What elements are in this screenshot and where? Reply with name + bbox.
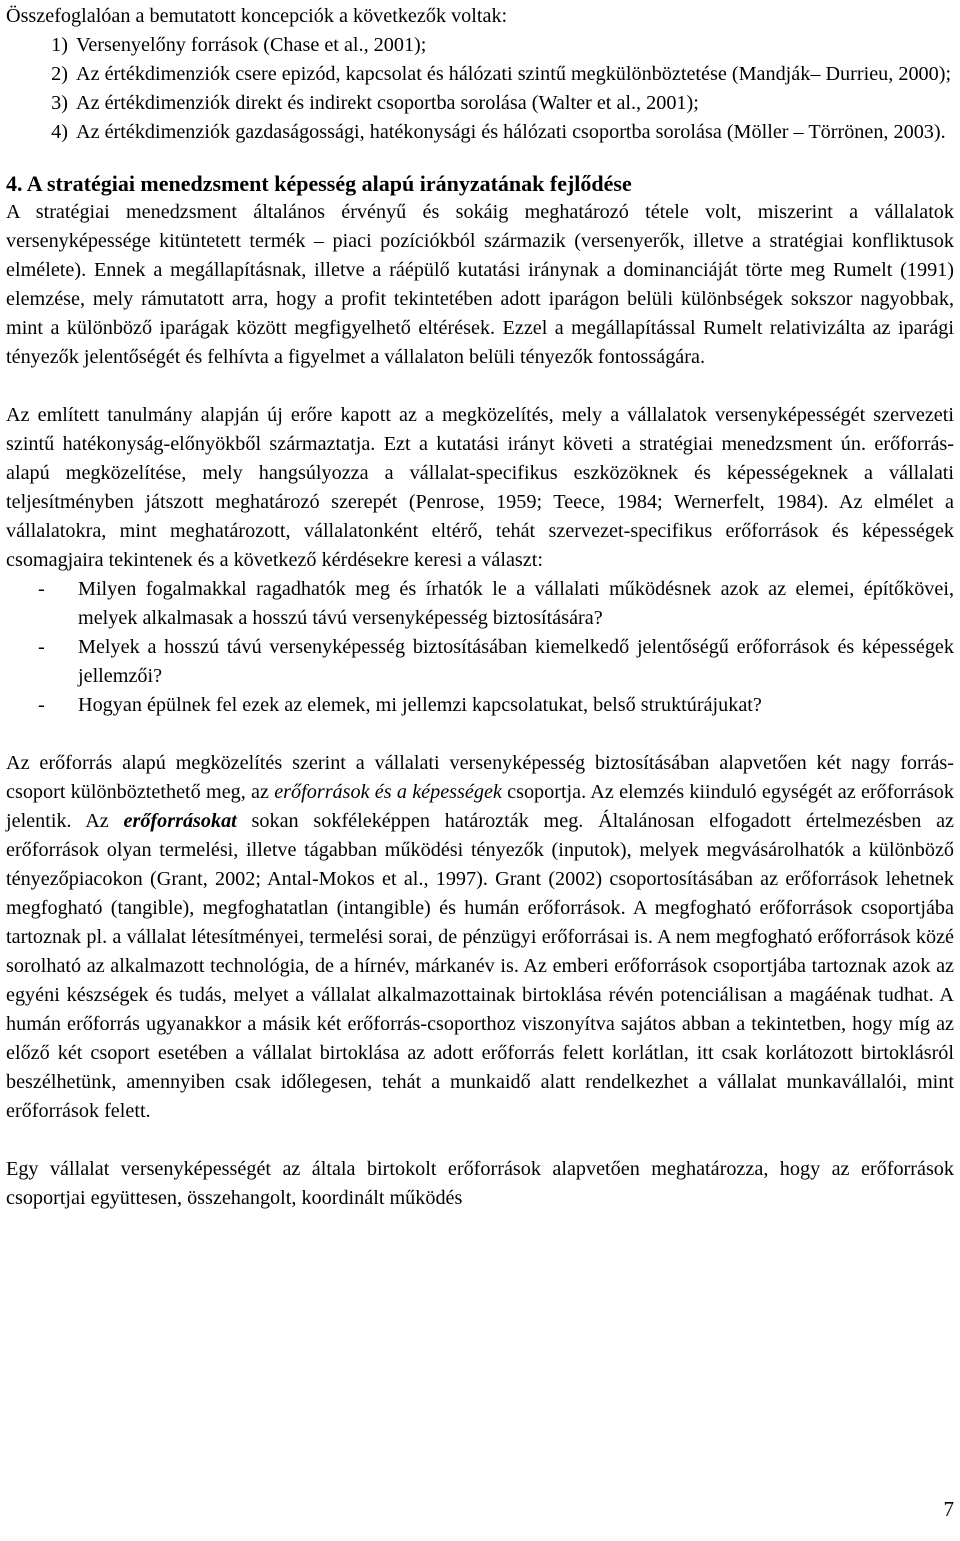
question-text: Hogyan épülnek fel ezek az elemek, mi jellemzi kapcsolatukat, belső struktúrájukat? — [78, 694, 762, 716]
paragraph-3 — [6, 749, 954, 1126]
list-text: Az értékdimenziók gazdaságossági, hatékonysági és hálózati csoportba sorolása (Möller – Törrönen, 2003). — [76, 121, 946, 143]
question-item — [6, 691, 954, 720]
spacer — [6, 372, 954, 401]
list-item — [6, 118, 954, 147]
page-number: 7 — [943, 1497, 954, 1521]
paragraph-2: Az említett tanulmány alapján új erőre kapott az a megközelítés, mely a vállalatok versenyképességét szervezeti szintű hatékonyság-előnyökből származtatja. Ezt a kutatási irányt követi a stratégiai menedzsment ún. erőforrás-alapú megközelítése, mely hangsúlyozza a vállalat-specifikus eszközöknek és képességeknek a vállalati teljesítményben játszott meghatározó szerepét (Penrose, 1959; Teece, 1984; Wernerfelt, 1984). Az elmélet a vállalatokra, mint meghatározott, vállalatonként eltérő, tehát szervezet-specifikus erőforrások és képességek csomagjaira tekintenek és a következő kérdésekre keresi a választ: — [6, 404, 954, 571]
dash-marker: - — [38, 578, 45, 600]
list-number: 1) — [51, 34, 68, 56]
list-item — [6, 60, 954, 89]
paragraph-3-part-1: Az erőforrás alapú megközelítés szerint a vállalati versenyképesség biztosításában alapvetően két nagy forrás-csoport különböztethető meg, az — [6, 752, 954, 803]
list-item — [6, 31, 954, 60]
spacer — [6, 147, 954, 169]
list-item — [6, 89, 954, 118]
paragraph-1: A stratégiai menedzsment általános érvényű és sokáig meghatározó tétele volt, miszerint a vállalatok versenyképessége kitüntetett termék – piaci pozíciókból származik (versenyerők, illetve a stratégiai konfliktusok elmélete). Ennek a megállapításnak, illetve a ráépülő kutatási iránynak a dominanciáját törte meg Rumelt (1991) elemzése, mely rámutatott arra, hogy a profit tekintetében adott iparágon belüli különbségek sokszor nagyobbak, mint a különböző iparágak között megfigyelhető eltérések. Ezzel a megállapítással Rumelt relativizálta az iparági tényezők jelentőségét és felhívta a figyelmet a vállalaton belüli tényezők fontosságára. — [6, 201, 954, 368]
italic-term: erőforrások és a képességek — [274, 781, 502, 803]
paragraph-4: Egy vállalat versenyképességét az általa birtokolt erőforrások alapvetően meghatározza, hogy az erőforrások csoportjai együttesen, összehangolt, koordinált működés — [6, 1158, 954, 1209]
dash-marker: - — [38, 694, 45, 716]
question-list — [6, 575, 954, 720]
list-number: 2) — [51, 63, 68, 85]
question-text: Milyen fogalmakkal ragadhatók meg és írhatók le a vállalati működésnek azok az elemei, építőkövei, melyek alkalmasak a hosszú távú versenyképesség biztosítására? — [78, 578, 954, 629]
list-text: Az értékdimenziók direkt és indirekt csoportba sorolása (Walter et al., 2001); — [76, 92, 699, 114]
list-number: 3) — [51, 92, 68, 114]
list-number: 4) — [51, 121, 68, 143]
paragraph-3-part-2: csoportja. Az elemzés kiinduló egységét az erőforrások jelentik. Az — [6, 781, 954, 832]
numbered-list — [6, 31, 954, 147]
question-item — [6, 575, 954, 633]
document-page — [6, 2, 954, 1213]
dash-marker: - — [38, 636, 45, 658]
list-text: Az értékdimenziók csere epizód, kapcsolat és hálózati szintű megkülönböztetése (Mandják– Durrieu, 2000); — [76, 63, 952, 85]
section-heading: 4. A stratégiai menedzsment képesség alapú irányzatának fejlődése — [6, 171, 632, 196]
paragraph-3-part-3: sokan sokféleképpen határozták meg. Általánosan elfogadott értelmezésben az erőforrások olyan termelési, illetve tágabban működési tényezők (inputok), melyek megvásárolhatók a különböző tényezőpiacokon (Grant, 2002; Antal-Mokos et al., 1997). Grant (2002) csoportosításában az erőforrások lehetnek megfogható (tangible), megfoghatatlan (intangible) és humán erőforrások. A megfogható erőforrások csoportjába tartoznak pl. a vállalat létesítményei, termelési sorai, de pénzügyi erőforrásai is. A nem megfogható erőforrások közé sorolható az alkalmazott technológia, de a hírnév, márkanév is. Az emberi erőforrások csoportjába tartoznak azok az egyéni készségek és tudás, melyet a vállalat alkalmazottainak birtoklása révén potenciálisan a magáénak tudhat. A humán erőforrás ugyanakkor a másik két erőforrás-csoporthoz viszonyítva sajátos abban a tekintetben, hogy míg az előző két csoport esetében a vállalat birtoklása az adott erőforrás felett korlátlan, itt csak korlátozott birtoklásról beszélhetünk, amennyiben csak időlegesen, tehát a munkaidő alatt rendelkezhet a vállalat munkavállalói, mint erőforrások felett. — [6, 810, 954, 1122]
question-item — [6, 633, 954, 691]
question-text: Melyek a hosszú távú versenyképesség biztosításában kiemelkedő jelentőségű erőforrások és képességek jellemzői? — [78, 636, 954, 687]
spacer — [6, 720, 954, 749]
intro-line: Összefoglalóan a bemutatott koncepciók a következők voltak: — [6, 5, 508, 27]
spacer — [6, 1126, 954, 1155]
bold-italic-term: erőforrásokat — [123, 810, 237, 832]
list-text: Versenyelőny források (Chase et al., 2001); — [76, 34, 427, 56]
